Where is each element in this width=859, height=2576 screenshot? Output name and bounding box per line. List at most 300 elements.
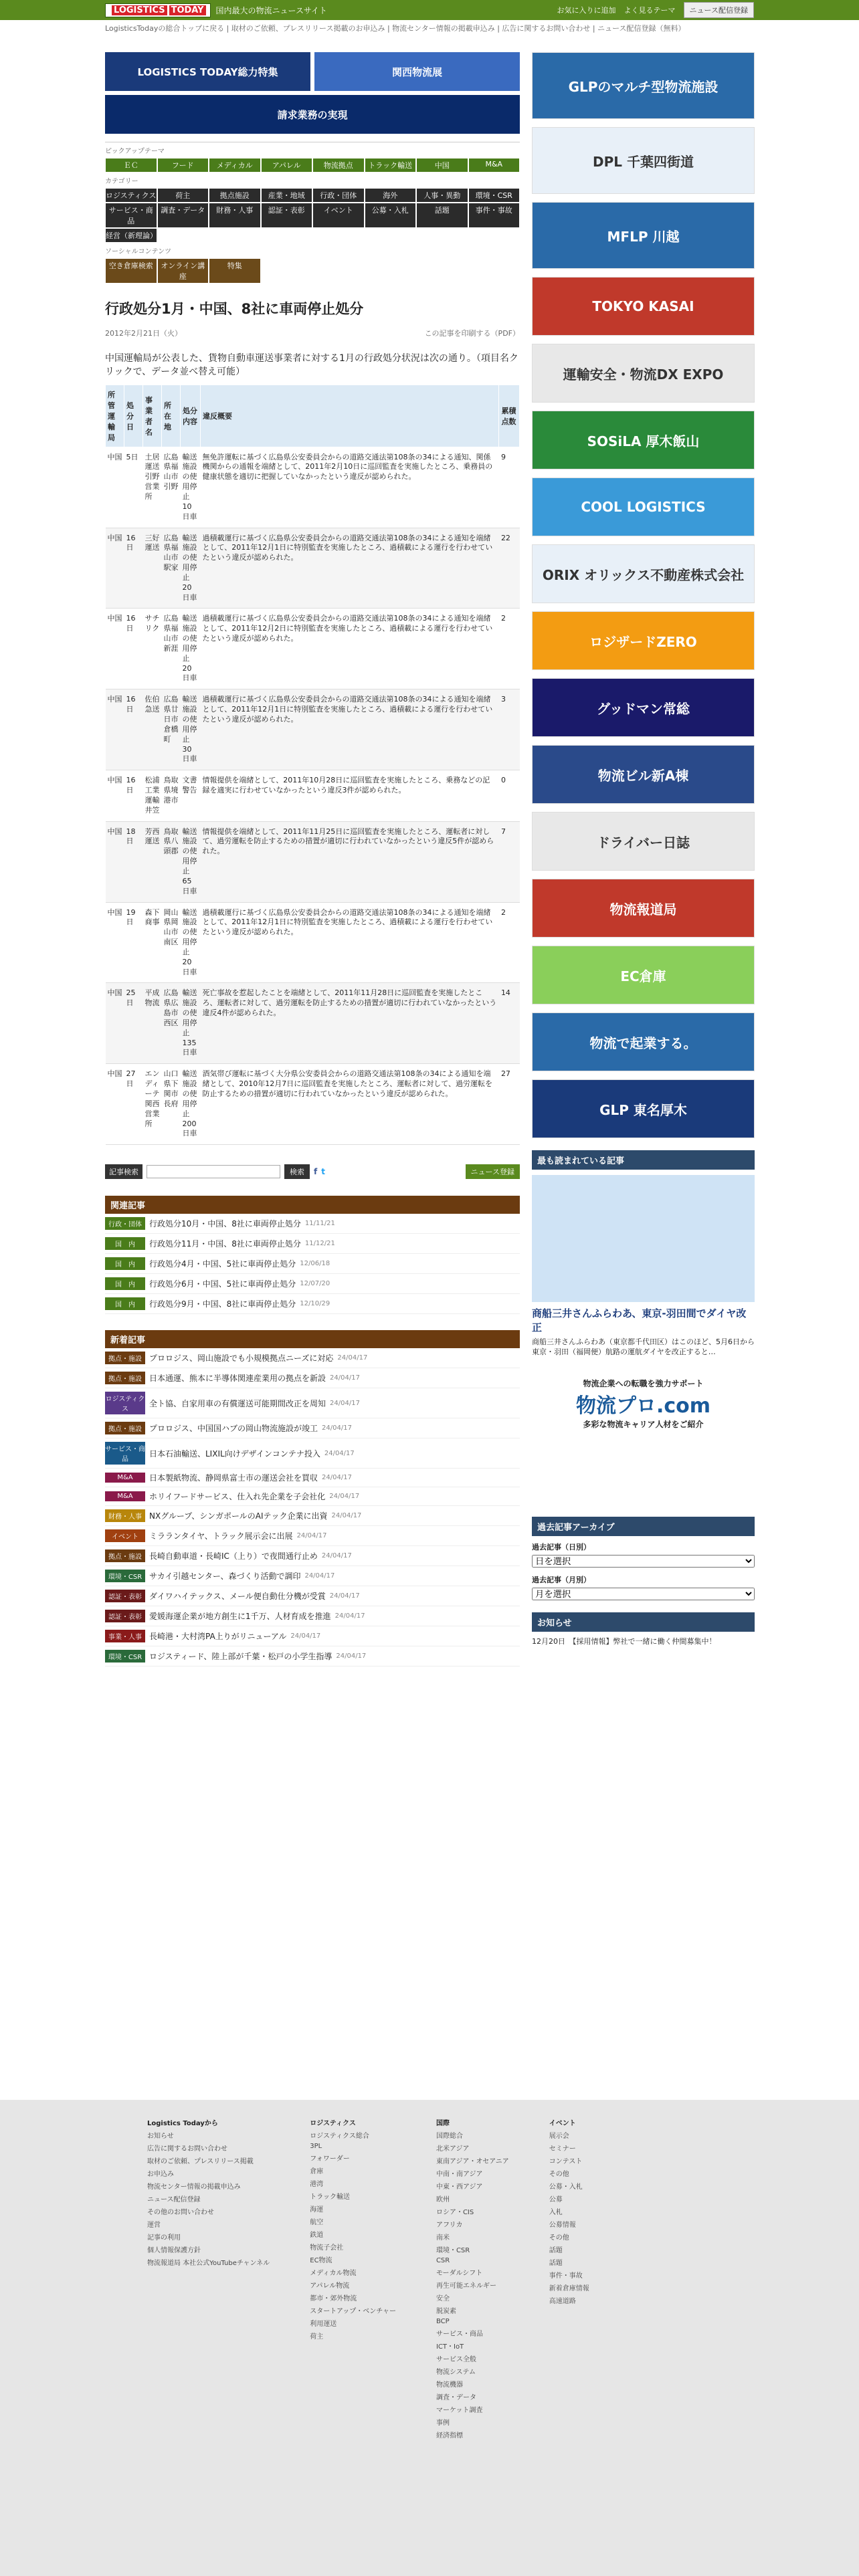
footer-link[interactable]: サービス全般 — [436, 2356, 476, 2363]
footer-link[interactable]: お申込み — [147, 2171, 174, 2178]
footer-link[interactable]: 東南アジア・オセアニア — [436, 2158, 509, 2165]
table-cell: 土居運送引野営業所 — [143, 447, 162, 528]
facebook-icon[interactable]: f — [314, 1167, 318, 1177]
footer-link[interactable]: 広告に関するお問い合わせ — [147, 2145, 227, 2153]
pro-sub: 多彩な物流キャリア人材をご紹介 — [583, 1419, 704, 1429]
logo-text: LOGISTICS — [112, 5, 167, 15]
newest-title[interactable]: 長崎港・大村湾PA上りがリニューアル — [149, 1632, 287, 1642]
archive-heading: 過去記事アーカイブ — [532, 1517, 755, 1536]
table-cell: 中国 — [106, 902, 124, 983]
table-cell: サチリク — [143, 609, 162, 689]
table-cell: 27 — [499, 1064, 520, 1145]
sidebar-ad-5[interactable]: COOL LOGISTICS — [532, 477, 755, 536]
footer-link[interactable]: その他 — [549, 2171, 569, 2178]
table-row — [106, 447, 520, 528]
footer-col-2 — [436, 2113, 509, 2563]
table-cell: 中国 — [106, 689, 124, 770]
footer-link[interactable]: アフリカ — [436, 2222, 463, 2229]
table-cell: 岡山県岡山市南区 — [162, 902, 181, 983]
col-header-4[interactable]: 処分内容 — [181, 385, 201, 447]
pickup-themes — [105, 158, 520, 173]
newest-title[interactable]: ホリイフードサービス、仕入れ先企業を子会社化 — [149, 1492, 326, 1502]
footer-link[interactable]: ニュース配信登録 — [147, 2196, 201, 2204]
category-cats2-10[interactable]: 財務・人事 — [209, 203, 261, 228]
footer-link[interactable]: 調査・データ — [436, 2394, 476, 2401]
footer-link[interactable]: 荷主 — [310, 2333, 324, 2341]
sidebar-ad-0[interactable]: DPL 千葉四街道 — [532, 127, 755, 194]
table-cell: 過積載運行に基づく広島県公安委員会からの道路交通法第108条の34による通知を端緒として、2011年12月1日に特別監査を実施したところ、過積載による運行を行わせていたという違反が認められた。 — [201, 689, 499, 770]
footer-link[interactable]: EC物流 — [310, 2257, 332, 2264]
category-cats1-1[interactable]: フード — [157, 158, 209, 173]
footer-col-1 — [310, 2113, 396, 2563]
table-cell: 輸送施設の使用停止200日車 — [181, 1064, 201, 1145]
banner-infomart[interactable]: 請求業務の実現 — [105, 95, 520, 134]
newest-item[interactable] — [105, 1646, 520, 1667]
footer-link[interactable]: 展示会 — [549, 2133, 569, 2140]
newest-item[interactable] — [105, 1469, 520, 1487]
table-cell: 16日 — [124, 770, 143, 821]
table-cell: 輸送施設の使用停止10日車 — [181, 447, 201, 528]
most-read-heading: 最も読まれている記事 — [532, 1150, 755, 1170]
category-tag: 認証・表彰 — [105, 1590, 145, 1602]
related-date: 12/10/29 — [300, 1300, 330, 1308]
newest-title[interactable]: プロロジス、岡山施設でも小規模拠点ニーズに対応 — [149, 1354, 334, 1364]
newest-item[interactable] — [105, 1487, 520, 1506]
table-cell: 広島県廿日市倉橋町 — [162, 689, 181, 770]
newest-title[interactable]: 日本製紙物流、静岡県富士市の運送会社を買収 — [149, 1473, 318, 1483]
banner-kansai-expo[interactable]: 関西物流展 — [314, 52, 520, 91]
category-tag: 拠点・施設 — [105, 1352, 145, 1364]
article-meta — [105, 328, 520, 338]
table-cell: 中国 — [106, 447, 124, 528]
table-row — [106, 821, 520, 902]
category-tag: 拠点・施設 — [105, 1549, 145, 1562]
related-date: 11/11/21 — [304, 1220, 335, 1228]
table-cell: 鳥取県境港市 — [162, 770, 181, 821]
pro-title: 物流企業への転職を強力サポート — [583, 1378, 704, 1388]
most-read-text: 商船三井さんふらわあ（東京都千代田区）はこのほど、5月6日から東京・羽田（福岡便）航路の運航ダイヤを改正すると… — [532, 1337, 755, 1357]
footer-link[interactable]: 南米 — [436, 2234, 450, 2242]
table-cell: 芳西運送 — [143, 821, 162, 902]
newest-item[interactable] — [105, 1388, 520, 1418]
footer-link[interactable]: 再生可能エネルギー — [436, 2282, 496, 2290]
table-cell: 輸送施設の使用停止20日車 — [181, 528, 201, 609]
footer — [0, 2100, 859, 2576]
footer-link[interactable]: 中東・西アジア — [436, 2183, 483, 2191]
category-cats2-6[interactable]: 人事・異動 — [416, 188, 468, 203]
footer-link[interactable]: 中南・南アジア — [436, 2171, 483, 2178]
table-cell: 22 — [499, 528, 520, 609]
banner-logistics-special[interactable]: LOGISTICS TODAY総力特集 — [105, 52, 310, 91]
category-cats2-1[interactable]: 荷主 — [157, 188, 209, 203]
footer-link[interactable]: 環境・CSR — [436, 2247, 470, 2254]
category-menu — [105, 142, 520, 284]
footer-link[interactable]: 物流子会社 — [310, 2244, 344, 2252]
table-cell: 情報提供を端緒として、2011年10月28日に巡回監査を実施したところ、乗務などの記録を適実に行わせていなかったという違反3件が認められた。 — [201, 770, 499, 821]
banner-row-2 — [105, 95, 520, 134]
newest-title[interactable]: 愛媛海運企業が地方創生に1千万、人材育成を推進 — [149, 1612, 331, 1622]
table-header-row — [106, 385, 520, 447]
newest-list — [105, 1348, 520, 1667]
logo-badge: TODAY — [169, 5, 206, 15]
print-pdf-link[interactable]: この記事を印刷する（PDF） — [424, 329, 520, 338]
category-tag: イベント — [105, 1529, 145, 1542]
category-tag: 国 内 — [105, 1277, 145, 1290]
category-cats3-0[interactable]: 空き倉庫検索 — [105, 258, 157, 284]
table-cell: 輸送施設の使用停止20日車 — [181, 902, 201, 983]
table-cell: 27日 — [124, 1064, 143, 1145]
most-read-image[interactable] — [532, 1175, 755, 1302]
related-heading: 関連記事 — [105, 1196, 520, 1214]
table-cell: 三好運送 — [143, 528, 162, 609]
newest-title[interactable]: ダイワハイテックス、メール便自動仕分機が受賞 — [149, 1592, 326, 1602]
col-header-6[interactable]: 累積点数 — [499, 385, 520, 447]
category-cats3-2[interactable]: 特集 — [209, 258, 261, 284]
category-tag: 財務・人事 — [105, 1509, 145, 1522]
footer-link[interactable]: 利用運送 — [310, 2321, 337, 2328]
col-header-2[interactable]: 事業者名 — [143, 385, 162, 447]
sub-nav[interactable]: LogisticsTodayの総合トップに戻る | 取材のご依頼、プレスリリース掲載のお申込み | 物流センター情報の掲載申込み | 広告に関するお問い合わせ | ニュース配信登録（無料） — [105, 24, 686, 33]
footer-link[interactable]: セミナー — [549, 2145, 576, 2153]
sidebar-ad-3[interactable]: 運輸安全・物流DX EXPO — [532, 344, 755, 403]
sidebar-ad-9[interactable]: 物流ビル新A棟 — [532, 745, 755, 804]
table-cell: 9 — [499, 447, 520, 528]
footer-link[interactable]: 取材のご依頼、プレスリリース掲載 — [147, 2158, 254, 2165]
sidebar-ad-10[interactable]: ドライバー日誌 — [532, 812, 755, 871]
table-cell: 中国 — [106, 983, 124, 1064]
col-header-1[interactable]: 処分日 — [124, 385, 143, 447]
footer-link[interactable]: 北米アジア — [436, 2145, 470, 2153]
related-date: 12/06/18 — [300, 1260, 330, 1268]
newest-title[interactable]: サカイ引越センター、森づくり活動で調印 — [149, 1572, 301, 1582]
table-cell: 広島県福山市新涯 — [162, 609, 181, 689]
related-title[interactable]: 行政処分4月・中国、5社に車両停止処分 — [149, 1259, 296, 1269]
category-cats2-4[interactable]: 行政・団体 — [312, 188, 365, 203]
table-cell: 輸送施設の使用停止20日車 — [181, 609, 201, 689]
col-header-3[interactable]: 所在地 — [162, 385, 181, 447]
category-cats3-1[interactable]: オンライン講座 — [157, 258, 209, 284]
news-signup-button[interactable]: ニュース配信登録 — [684, 2, 754, 18]
footer-link[interactable]: 事件・事故 — [549, 2272, 583, 2280]
footer-link[interactable]: BCP — [436, 2318, 450, 2325]
table-row — [106, 528, 520, 609]
category-cats2-14[interactable]: 話題 — [416, 203, 468, 228]
site-logo[interactable] — [105, 3, 211, 17]
newest-title[interactable]: NXグループ、シンガポールのAIテック企業に出資 — [149, 1511, 328, 1521]
table-cell: 森下商事 — [143, 902, 162, 983]
table-cell: 2 — [499, 609, 520, 689]
newest-item[interactable] — [105, 1626, 520, 1646]
category-cats1-2[interactable]: メディカル — [209, 158, 261, 173]
footer-link[interactable]: 安全 — [436, 2295, 450, 2302]
footer-link[interactable]: 事例 — [436, 2420, 450, 2427]
search-label: 記事検索 — [105, 1164, 142, 1179]
footer-link[interactable]: 欧州 — [436, 2196, 450, 2204]
newest-item[interactable] — [105, 1526, 520, 1546]
footer-link[interactable]: 港湾 — [310, 2181, 324, 2188]
newest-item[interactable] — [105, 1438, 520, 1469]
related-title[interactable]: 行政処分6月・中国、5社に車両停止処分 — [149, 1279, 296, 1289]
newest-date: 24/04/17 — [331, 1512, 362, 1520]
footer-link[interactable]: メディカル物流 — [310, 2270, 357, 2277]
newest-title[interactable]: 長崎自動車道・長崎IC（上り）で夜間通行止め — [149, 1551, 318, 1562]
footer-link[interactable]: コンテスト — [549, 2158, 583, 2165]
table-cell: 18日 — [124, 821, 143, 902]
footer-link[interactable]: 話題 — [549, 2247, 563, 2254]
article-title: 行政処分1月・中国、8社に車両停止処分 — [105, 301, 364, 317]
footer-link[interactable]: 個人情報保護方針 — [147, 2247, 201, 2254]
table-cell: 0 — [499, 770, 520, 821]
category-cats1-3[interactable]: アパレル — [261, 158, 313, 173]
col-header-0[interactable]: 所管運輸局 — [106, 385, 124, 447]
table-cell: 3 — [499, 689, 520, 770]
table-cell: 19日 — [124, 902, 143, 983]
table-cell: 中国 — [106, 528, 124, 609]
sidebar-ad-14[interactable]: GLP 東名厚木 — [532, 1079, 755, 1138]
category-cats1-6[interactable]: 中国 — [416, 158, 468, 173]
themes-link[interactable]: よく見るテーマ — [624, 6, 676, 15]
search-bar — [105, 1164, 520, 1180]
newest-item[interactable] — [105, 1348, 520, 1368]
footer-link[interactable]: その他のお問い合わせ — [147, 2209, 214, 2216]
twitter-icon[interactable]: t — [321, 1167, 325, 1177]
category-tag: ロジスティクス — [105, 1392, 145, 1414]
footer-link[interactable]: ICT・IoT — [436, 2343, 464, 2351]
newest-heading: 新着記事 — [105, 1330, 520, 1348]
footer-link[interactable]: 3PL — [310, 2143, 322, 2150]
table-row — [106, 609, 520, 689]
footer-link[interactable]: 公募 — [549, 2196, 563, 2204]
category-tag: 環境・CSR — [105, 1570, 145, 1582]
footer-link[interactable]: トラック輸送 — [310, 2193, 351, 2201]
newest-item[interactable] — [105, 1546, 520, 1566]
newest-item[interactable] — [105, 1586, 520, 1606]
footer-link[interactable]: 話題 — [549, 2260, 563, 2267]
newest-item[interactable] — [105, 1566, 520, 1586]
newest-item[interactable] — [105, 1606, 520, 1626]
table-cell: 中国 — [106, 821, 124, 902]
table-row — [106, 1064, 520, 1145]
footer-col-0 — [147, 2113, 270, 2563]
related-title[interactable]: 行政処分10月・中国、8社に車両停止処分 — [149, 1219, 301, 1229]
related-date: 12/07/20 — [300, 1280, 330, 1288]
related-item[interactable] — [105, 1274, 520, 1294]
sidebar-ad-13[interactable]: 物流で起業する。 — [532, 1012, 755, 1071]
footer-link[interactable]: 鉄道 — [310, 2232, 324, 2239]
related-item[interactable] — [105, 1254, 520, 1274]
footer-link[interactable]: アパレル物流 — [310, 2282, 350, 2290]
category-label: カテゴリー — [105, 178, 138, 185]
footer-link[interactable]: サービス・商品 — [436, 2331, 483, 2338]
category-tag: 国 内 — [105, 1297, 145, 1310]
table-cell: 山口県下関市長府 — [162, 1064, 181, 1145]
footer-link[interactable]: 海運 — [310, 2206, 324, 2214]
category-cats2-15[interactable]: 事件・事故 — [468, 203, 520, 228]
footer-link[interactable]: その他 — [549, 2234, 569, 2242]
table-cell: 情報提供を端緒として、2011年11月25日に巡回監査を実施したところ、運転者に対して、過労運転を防止するための措置が適切に行われていなかったという違反5件が認められた。 — [201, 821, 499, 902]
footer-link[interactable]: 公募・入札 — [549, 2183, 583, 2191]
related-title[interactable]: 行政処分11月・中国、8社に車両停止処分 — [149, 1239, 301, 1249]
archive-day-label: 過去記事（日別） — [532, 1542, 591, 1551]
related-item[interactable] — [105, 1214, 520, 1234]
footer-col-3 — [549, 2113, 589, 2563]
newest-item[interactable] — [105, 1368, 520, 1388]
table-cell: エンディーテ関西営業所 — [143, 1064, 162, 1145]
newest-title[interactable]: 日本石油輸送、LIXIL向けデザインコンテナ投入 — [149, 1448, 320, 1459]
category-tag: 事業・人事 — [105, 1630, 145, 1642]
footer-link[interactable]: ロシア・CIS — [436, 2209, 474, 2216]
footer-link[interactable]: 記事の利用 — [147, 2234, 181, 2242]
related-item[interactable] — [105, 1294, 520, 1314]
most-read-title[interactable]: 商船三井さんふらわあ、東京-羽田間でダイヤ改正 — [532, 1307, 747, 1333]
category-tag: 拠点・施設 — [105, 1422, 145, 1434]
newest-item[interactable] — [105, 1418, 520, 1438]
table-row — [106, 770, 520, 821]
sidebar-ad-1[interactable]: MFLP 川越 — [532, 202, 755, 269]
category-cats2-2[interactable]: 拠点施設 — [209, 188, 261, 203]
newest-title[interactable]: プロロジス、中国国ハブの岡山物流施設が竣工 — [149, 1424, 318, 1434]
footer-link[interactable]: 都市・郊外物流 — [310, 2295, 357, 2302]
related-item[interactable] — [105, 1234, 520, 1254]
table-cell: 16日 — [124, 689, 143, 770]
table-cell: 過積載運行に基づく広島県公安委員会からの道路交通法第108条の34による通知を端緒として、2011年12月1日に特別監査を実施したところ、過積載による運行を行わせていたという違反が認められた。 — [201, 902, 499, 983]
social-contents — [105, 258, 520, 284]
category-tag: 国 内 — [105, 1237, 145, 1250]
footer-link[interactable]: CSR — [436, 2257, 450, 2264]
categories — [105, 188, 520, 243]
sidebar-ad-12[interactable]: EC倉庫 — [532, 946, 755, 1004]
category-cats2-7[interactable]: 環境・CSR — [468, 188, 520, 203]
site-tagline: 国内最大の物流ニュースサイト — [215, 5, 327, 15]
footer-link[interactable]: 物流報道局 本社公式YouTubeチャンネル — [147, 2260, 270, 2267]
sidebar-ad-6[interactable]: ORIX オリックス不動産株式会社 — [532, 544, 755, 603]
footer-link[interactable]: 物流機器 — [436, 2381, 463, 2389]
notice-item[interactable]: 12月20日 【採用情報】弊社で一緒に働く仲間募集中！ — [532, 1636, 717, 1646]
newest-title[interactable]: ロジスティード、陸上部が千葉・松戸の小学生指導 — [149, 1652, 332, 1662]
footer-link[interactable]: 脱炭素 — [436, 2308, 456, 2315]
footer-col-heading: Logistics Todayから — [147, 2120, 218, 2127]
col-header-5[interactable]: 違反概要 — [201, 385, 499, 447]
category-cats2-12[interactable]: イベント — [312, 203, 365, 228]
table-cell: 輸送施設の使用停止65日車 — [181, 821, 201, 902]
footer-link[interactable]: 高速道路 — [549, 2298, 576, 2305]
sidebar-ad-8[interactable]: グッドマン常総 — [532, 678, 755, 737]
footer-link[interactable]: お知らせ — [147, 2133, 174, 2140]
footer-link[interactable]: 国際総合 — [436, 2133, 463, 2140]
banner-row-1 — [105, 52, 520, 91]
footer-link[interactable]: マーケット調査 — [436, 2407, 483, 2414]
table-row — [106, 983, 520, 1064]
sidebar-ad-4[interactable]: SOSiLA 厚木飯山 — [532, 411, 755, 469]
search-input[interactable] — [147, 1165, 280, 1178]
newest-date: 24/04/17 — [322, 1424, 352, 1432]
newest-date: 24/04/17 — [330, 1399, 360, 1407]
table-cell: 広島県福山市駅家 — [162, 528, 181, 609]
category-cats2-8[interactable]: サービス・商品 — [105, 203, 157, 228]
newest-date: 24/04/17 — [329, 1493, 360, 1501]
footer-link[interactable]: スタートアップ・ベンチャー — [310, 2308, 396, 2315]
footer-link[interactable]: 航空 — [310, 2219, 324, 2226]
category-cats1-5[interactable]: トラック輸送 — [365, 158, 417, 173]
main-column — [105, 52, 520, 1667]
category-tag: M&A — [105, 1491, 145, 1501]
table-cell: 中国 — [106, 609, 124, 689]
category-cats2-0[interactable]: ロジスティクス — [105, 188, 157, 203]
sanction-table — [105, 385, 520, 1146]
footer-link[interactable]: 物流センター情報の掲載申込み — [147, 2183, 241, 2191]
newest-date: 24/04/17 — [321, 1552, 352, 1560]
table-cell: 輸送施設の使用停止135日車 — [181, 983, 201, 1064]
butsuryu-pro-ad[interactable] — [532, 1378, 755, 1430]
footer-link[interactable]: フォワーダー — [310, 2155, 350, 2163]
table-cell: 過積載運行に基づく広島県公安委員会からの道路交通法第108条の34による通知を端緒として、2011年12月2日に特別監査を実施したところ、過積載による運行を行わせていたという違反が認められた。 — [201, 609, 499, 689]
table-cell: 25日 — [124, 983, 143, 1064]
pickup-label: ピックアップテーマ — [105, 148, 165, 155]
table-cell: 平成物流 — [143, 983, 162, 1064]
category-cats1-0[interactable]: ＥＣ — [105, 158, 157, 173]
sidebar-ads — [532, 127, 755, 1138]
category-tag: サービス・商品 — [105, 1442, 145, 1465]
footer-link[interactable]: 新着倉庫情報 — [549, 2285, 589, 2292]
newest-title[interactable]: 全ト協、自家用車の有償運送可能期間改正を周知 — [149, 1398, 326, 1408]
footer-link[interactable]: 倉庫 — [310, 2168, 324, 2175]
footer-link[interactable]: 入札 — [549, 2209, 563, 2216]
search-button[interactable]: 検索 — [284, 1164, 310, 1179]
table-cell: 死亡事故を惹起したことを端緒として、2011年11月28日に巡回監査を実施したところ、運転者に対して、過労運転を防止するための措置が適切に行われていなかったという違反4件が認められた。 — [201, 983, 499, 1064]
related-list — [105, 1214, 520, 1314]
news-register-button[interactable]: ニュース登録 — [466, 1164, 520, 1179]
table-row — [106, 689, 520, 770]
newest-title[interactable]: ミラランタイヤ、トラック展示会に出展 — [149, 1531, 293, 1541]
footer-col-heading: 国際 — [436, 2120, 450, 2127]
category-cats2-13[interactable]: 公募・入札 — [365, 203, 417, 228]
category-cats1-7[interactable]: M&A — [468, 158, 520, 173]
related-date: 11/12/21 — [304, 1240, 335, 1248]
sidebar — [532, 52, 755, 1646]
newest-date: 24/04/17 — [324, 1449, 355, 1457]
top-bar — [0, 0, 859, 20]
footer-link[interactable]: 公募情報 — [549, 2222, 576, 2229]
category-cats2-16[interactable]: 経営（新理論） — [105, 228, 157, 243]
archive-day-select[interactable] — [532, 1555, 755, 1568]
category-cats2-5[interactable]: 海外 — [365, 188, 417, 203]
footer-link[interactable]: 運営 — [147, 2222, 161, 2229]
related-title[interactable]: 行政処分9月・中国、8社に車両停止処分 — [149, 1299, 296, 1309]
category-cats2-9[interactable]: 調査・データ — [157, 203, 209, 228]
newest-item[interactable] — [105, 1506, 520, 1526]
sidebar-ad-glp[interactable]: GLPのマルチ型物流施設 — [532, 52, 755, 119]
newest-date: 24/04/17 — [329, 1592, 360, 1600]
newest-title[interactable]: 日本通運、熊本に半導体関連産業用の拠点を新設 — [149, 1374, 326, 1384]
category-cats1-4[interactable]: 物流拠点 — [312, 158, 365, 173]
favorite-link[interactable]: お気に入りに追加 — [557, 6, 616, 15]
footer-col-heading: イベント — [549, 2120, 576, 2127]
sidebar-ad-11[interactable]: 物流報道局 — [532, 879, 755, 938]
category-cats2-3[interactable]: 産業・地域 — [261, 188, 313, 203]
sidebar-ad-2[interactable]: TOKYO KASAI — [532, 277, 755, 336]
sidebar-ad-7[interactable]: ロジザードZERO — [532, 611, 755, 670]
footer-link[interactable]: 物流システム — [436, 2369, 476, 2376]
footer-link[interactable]: ロジスティクス総合 — [310, 2133, 369, 2140]
footer-link[interactable]: 経済指標 — [436, 2432, 463, 2440]
category-cats2-11[interactable]: 認証・表彰 — [261, 203, 313, 228]
table-cell: 無免許運転に基づく広島県公安委員会からの道路交通法第108条の34による通知、関係機関からの通報を端緒として、2011年2月10日に巡回監査を実施したところ、乗務員の健康状態を適切に把握していなかったという違反が認められた。 — [201, 447, 499, 528]
archive-month-select[interactable] — [532, 1588, 755, 1600]
table-cell: 佐伯急送 — [143, 689, 162, 770]
table-row — [106, 902, 520, 983]
table-cell: 5日 — [124, 447, 143, 528]
footer-link[interactable]: モーダルシフト — [436, 2270, 483, 2277]
